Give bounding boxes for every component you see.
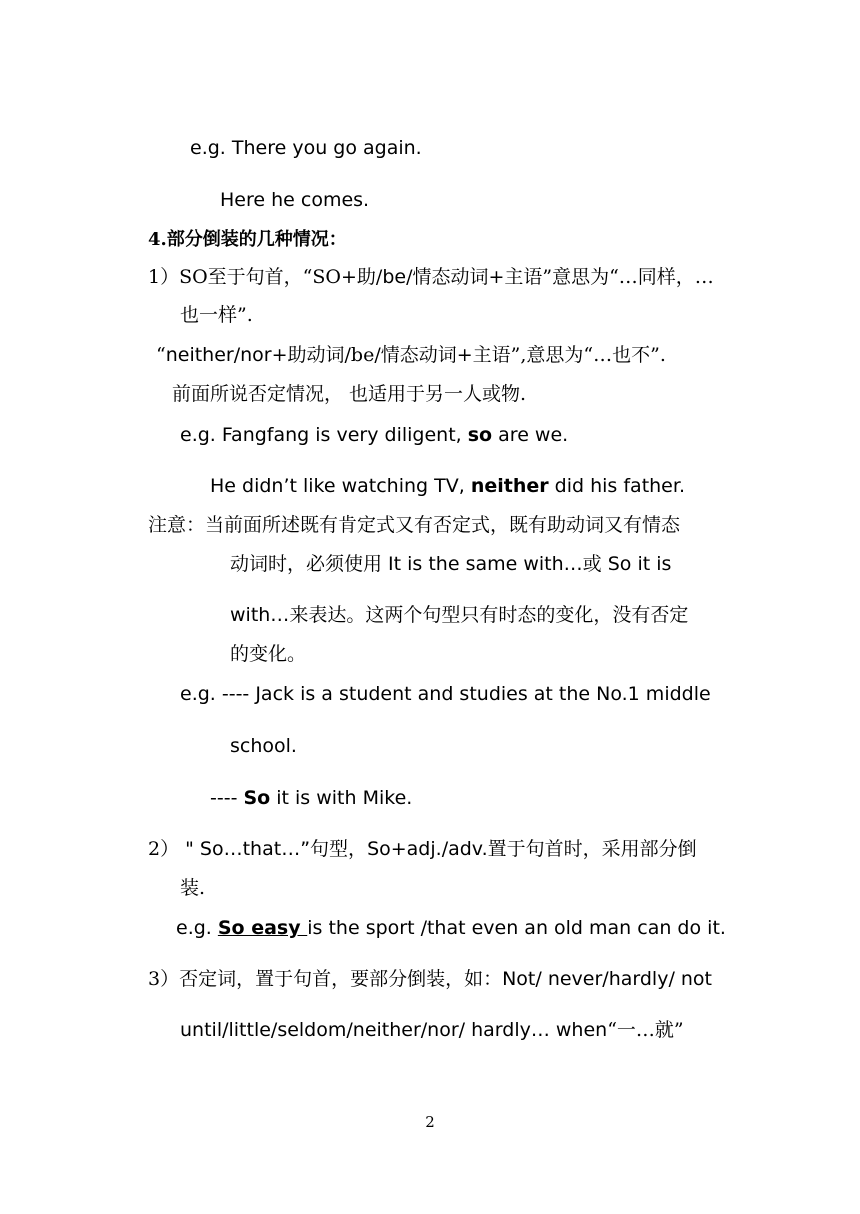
rule-line: until/little/seldom/neither/nor/ hardly… when“一…就” — [180, 1019, 684, 1041]
page-number: 2 — [425, 1113, 435, 1131]
note-line: 的变化。 — [230, 643, 307, 665]
rule-line: “neither/nor+助动词/be/情态动词+主语”,意思为“…也不”. — [156, 344, 666, 366]
rule-line: 3）否定词，置于句首，要部分倒装，如：Not/ never/hardly/ not — [148, 968, 713, 990]
note-line: with…来表达。这两个句型只有时态的变化，没有否定 — [230, 604, 689, 626]
example-line: e.g. So easy is the sport /that even an old man can do it. — [176, 917, 726, 939]
example-line: ---- So it is with Mike. — [210, 787, 413, 809]
rule-line: 装. — [180, 877, 206, 899]
rule-line: 也一样”. — [180, 304, 253, 326]
example-line: Here he comes. — [220, 189, 370, 211]
example-line: He didn’t like watching TV, neither did his father. — [210, 475, 685, 497]
example-line: e.g. ---- Jack is a student and studies at the No.1 middle — [180, 683, 711, 705]
note-line: 注意：当前面所述既有肯定式又有否定式，既有助动词又有情态 — [148, 514, 681, 536]
rule-line: 2） " So…that…”句型，So+adj./adv.置于句首时，采用部分倒 — [148, 838, 697, 860]
example-line: school. — [230, 735, 297, 757]
section-heading: 4.部分倒装的几种情况： — [148, 229, 347, 250]
rule-line: 1）SO至于句首，“SO+助/be/情态动词+主语”意思为“…同样，… — [148, 266, 714, 288]
example-line: e.g. Fangfang is very diligent, so are we. — [180, 424, 569, 446]
example-line: e.g. There you go again. — [190, 137, 422, 159]
note-line: 动词时，必须使用 It is the same with…或 So it is — [230, 553, 672, 575]
rule-line: 前面所说否定情况， 也适用于另一人或物. — [172, 383, 527, 405]
